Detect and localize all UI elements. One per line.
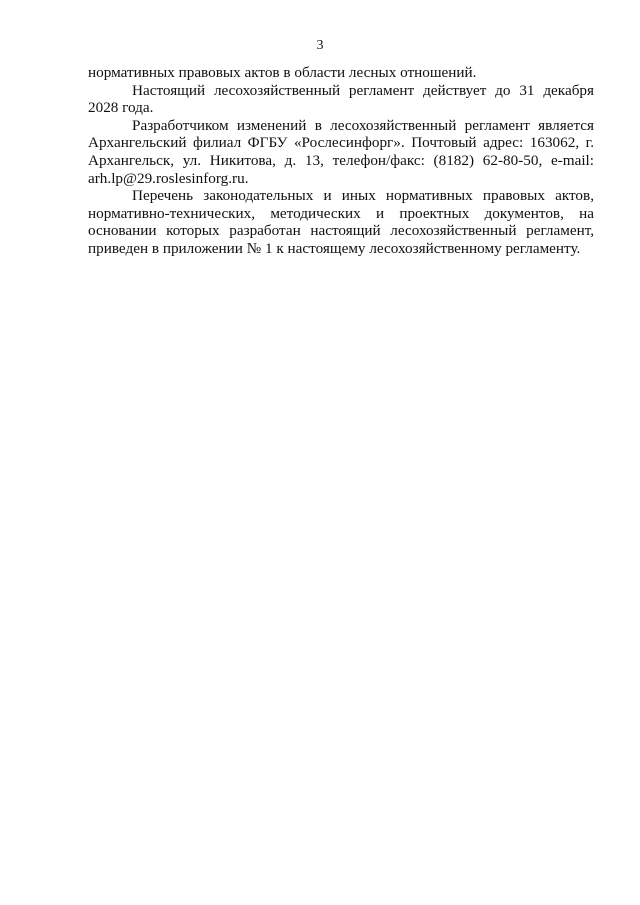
paragraph-validity: Настоящий лесохозяйственный регламент действует до 31 декабря 2028 года. <box>88 81 594 117</box>
paragraph-references: Перечень законодательных и иных нормативных правовых актов, нормативно-технических, методических и проектных документов, на основании которых разработан настоящий лесохозяйственный регламент, приведен в приложении № 1 к настоящему лесохозяйственному регламенту. <box>88 187 594 257</box>
page-number: 3 <box>316 38 324 53</box>
paragraph-developer: Разработчиком изменений в лесохозяйственный регламент является Архангельский филиал ФГБУ «Рослесинфорг». Почтовый адрес: 163062, г. Архангельск, ул. Никитова, д. 13, телефон/факс: (8182) 62-80-50, e-mail: arh.lp@29.roslesinforg.ru. <box>88 116 594 187</box>
paragraph-continuation: нормативных правовых актов в области лесных отношений. <box>88 64 477 81</box>
document-body <box>88 64 594 258</box>
